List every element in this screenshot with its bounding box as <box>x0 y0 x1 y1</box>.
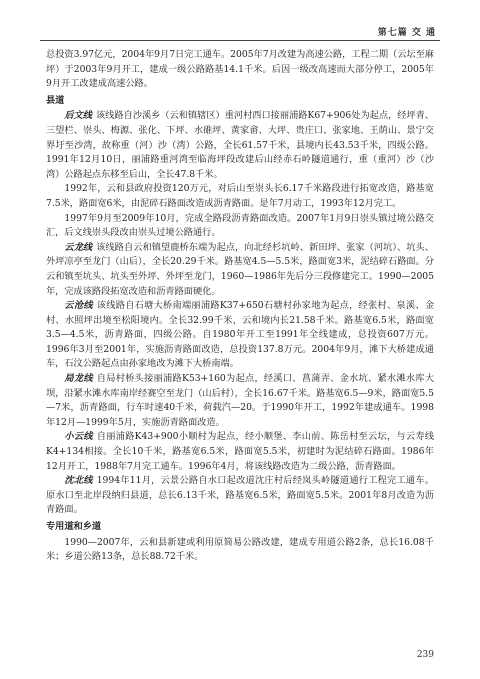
paragraph-text: 该线路自沙溪乡（云和镇辖区）重河村西口接丽浦路K67+906处为起点，经坪青、三望栏、崇头、梅源、张化、下坪、水碓坪、黄家畲、大坪、贵庄口、张家地、王荫山、景宁交界圩至沙湾，故称重（河）沙（湾）公路，全长61.57千米，县境内长43.53千米，四级公路。1991年12月10日，丽浦路重河湾至临海坪段改建后山经赤石岭隧道通行，重（重河）沙（沙湾）公路起点东移至后山，全长47.8千米。 <box>46 110 435 180</box>
paragraph-shenbei <box>46 474 434 518</box>
paragraph-houwen-2: 1992年，云和县政府投资120万元，对后山至崇头长6.17千米路段进行拓宽改造，路基宽7.5米，路面宽6米，由泥碎石路面改造成沥青路面。是年7月动工，1993年12月完工。 <box>46 183 434 209</box>
paragraph-text: 自丽浦路K43+900小顺村为起点，经小顺堡、李山前、陈岳村至云坛，与云寿线K4+134相接。全长10千米，路基宽6.5米，路面宽5.5米，初建时为泥结碎石路面。1986年12月开工，1988年7月完工通车。1996年4月，将该线路改造为二级公路，沥青路面。 <box>46 431 435 472</box>
paragraph-jurong <box>46 372 434 430</box>
section-heading-special-roads: 专用道和乡道 <box>46 521 102 532</box>
road-name-yunlong: 云龙线 <box>64 241 93 253</box>
road-name-jurong: 局龙线 <box>64 373 93 385</box>
paragraph-text: 1994年11月，云景公路自水口起改道沈庄村后经岚头岭隧道通行工程完工通车。原水口至北岸段纳归县道，总长6.13千米，路基宽6.5米，路面宽5.5米。2001年8月改造为沥青路面。 <box>46 475 434 516</box>
paragraph-yunhu <box>46 299 434 372</box>
paragraph-intro: 总投资3.97亿元，2004年9月7日完工通车。2005年7月改建为高速公路，工程二期（云坛至麻坪）于2003年9月开工，建成一级公路路基14.1千米。后因一级改高速而大部分停工，2005年9月开工改建成高速公路。 <box>46 49 434 90</box>
paragraph-yunlong <box>46 241 434 299</box>
road-name-houwen: 后文线 <box>64 110 92 122</box>
paragraph-special-roads: 1990—2007年，云和县新建或利用原简易公路改建，建成专用道公路2条，总长16.08千米；乡道公路13条，总长88.72千米。 <box>46 536 434 563</box>
paragraph-xiaoyun <box>46 430 434 474</box>
section-heading-county-roads: 县道 <box>46 94 65 106</box>
paragraph-houwen-1 <box>46 109 434 182</box>
paragraph-text: 自局村桥头接丽浦路K53+160为起点，经溪口、菖蒲弄、金水坑、紧水滩水库大坝，沿紧水滩水库南岸经赛空至龙门（山后村），全长16.67千米。路基宽6.5—9米，路面宽5.5—7米，沥青路面，行车时速40千米，荷载汽—20。于1990年开工，1992年建成通车。1998年12月—1999年5月，实施沥青路面改造。 <box>46 373 435 428</box>
page-header <box>40 22 440 41</box>
road-name-shenbei: 沈北线 <box>64 475 93 487</box>
road-name-yunhu: 云沧线 <box>64 300 93 312</box>
paragraph-text: 该线路自云和镇望鹿桥东端为起点，向北经杉坑岭、新田坪、张家（河坑）、坑头、外坪凉亭至龙门（山后），全长20.29千米。路基宽4.5—5.5米，路面宽3米，泥结碎石路面。分云和镇至坑头、坑头至外坪、外坪至龙门，1960—1986年先后分三段修建完工。1990—2005年，完成该路段拓宽改造和沥青路面硬化。 <box>46 241 435 297</box>
header-title: 第七篇 交 通 <box>377 28 436 38</box>
paragraph-text: 该线路自石塘大桥南端丽浦路K37+650石塘村孙家地为起点，经张村、泉溪、金村、水照坪出境至松阳境内。全长32.99千米，云和境内长21.58千米。路基宽6.5米，路面宽3.5—4.5米，沥青路面，四级公路。自1980年开工至1991年全线建成，总投资607万元。1996年3月至2001年，实施沥青路面改造，总投资137.8万元。2004年9月，滩下大桥建成通车，石汶公路起点由孙家地改为滩下大桥南端。 <box>46 300 435 370</box>
paragraph-houwen-3: 1997年9月至2009年10月，完成全路段沥青路面改造。2007年1月9日崇头镇过境公路交汇，后文线崇头段改由崇头过境公路通行。 <box>46 212 434 239</box>
page-body <box>46 48 434 565</box>
road-name-xiaoyun: 小云线 <box>64 431 93 443</box>
page-number: 239 <box>416 650 434 660</box>
